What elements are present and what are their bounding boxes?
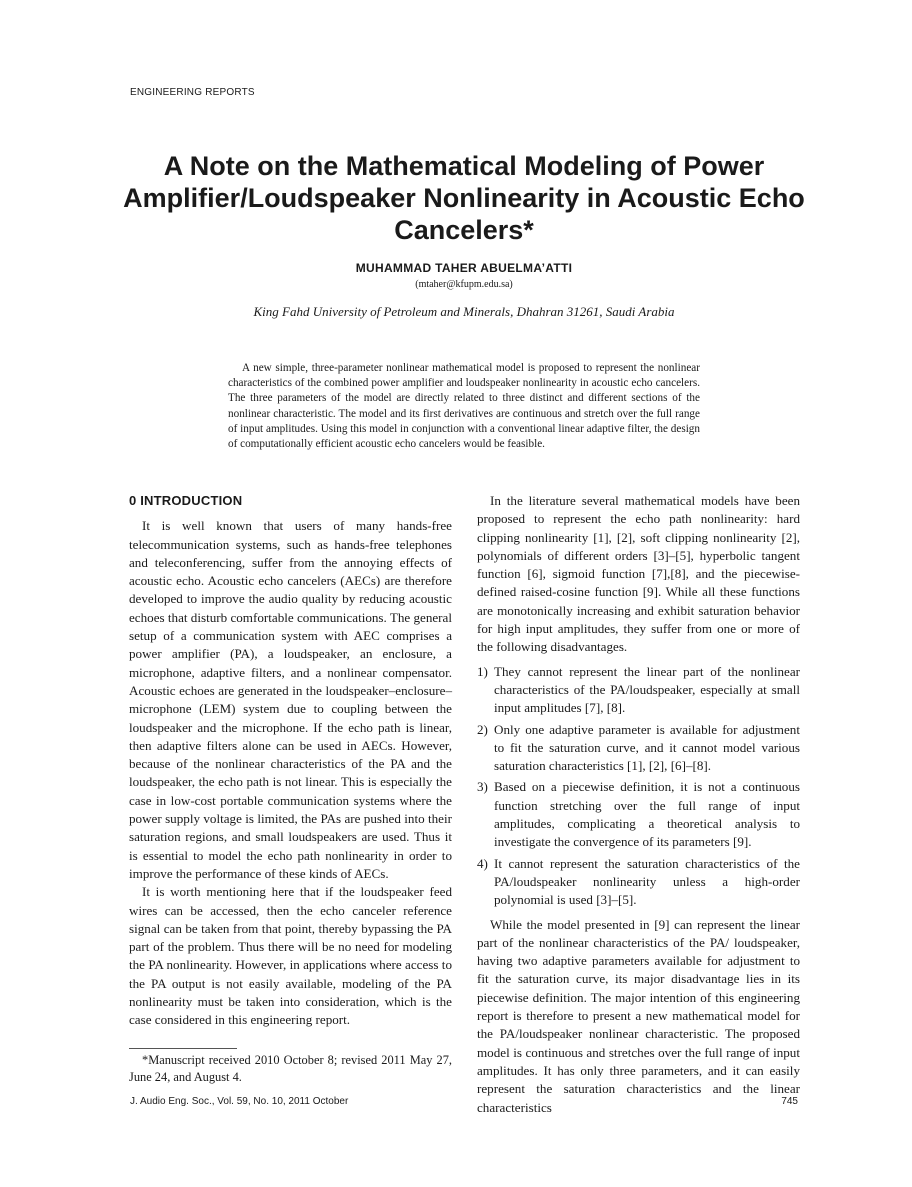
list-item <box>477 855 800 910</box>
author-affiliation: King Fahd University of Petroleum and Minerals, Dhahran 31261, Saudi Arabia <box>253 304 675 319</box>
author-email: (mtaher@kfupm.edu.sa) <box>415 279 513 290</box>
abstract: A new simple, three-parameter nonlinear mathematical model is proposed to represent the nonlinear characteristics of the combined power amplifier and loudspeaker nonlinearity in acoustic echo cancelers. The three parameters of the model are directly related to three distinct and different sections of the nonlinear characteristic. The model and its first derivatives are continuous and stretch over the full range of input amplitudes. Using this model in conjunction with a conventional linear adaptive filter, the design of computationally efficient acoustic echo cancelers would be feasible. <box>228 362 700 451</box>
list-item-number: 1) <box>477 663 488 679</box>
footnote-divider <box>129 1048 237 1049</box>
intro-paragraph-4: While the model presented in [9] can represent the linear part of the nonlinear characteristics of the PA/ loudspeaker, having two adaptive parameters available for adjustment to fit the saturation curve, its major disadvantage lies in its piecewise definition. The major intention of this engineering report is therefore to present a new mathematical model for the PA/loudspeaker nonlinear characteristic. The proposed model is continuous and stretches over the full range of input amplitudes. It has only three parameters, and it can easily represent the saturation characteristics and the linear characteristics <box>477 916 800 1115</box>
footnote: *Manuscript received 2010 October 8; revised 2011 May 27, June 24, and August 4. <box>129 1053 452 1084</box>
page-number: 745 <box>781 1096 798 1107</box>
running-head: ENGINEERING REPORTS <box>130 87 255 98</box>
author-name: MUHAMMAD TAHER ABUELMA’ATTI <box>355 261 573 275</box>
list-item-number: 2) <box>477 721 488 737</box>
list-item <box>477 778 800 851</box>
list-item-text: Based on a piecewise definition, it is not a continuous function stretching over the full range of input amplitudes, complicating a theoretical analysis to investigate the convergence of its parameters [9]. <box>494 779 800 850</box>
left-column <box>129 492 452 1030</box>
list-item-number: 3) <box>477 779 488 795</box>
list-item-number: 4) <box>477 855 488 871</box>
list-item <box>477 663 800 718</box>
list-item-text: It cannot represent the saturation characteristics of the PA/loudspeaker nonlinearity unless a high-order polynomial is used [3]–[5]. <box>494 855 800 908</box>
paper-title: A Note on the Mathematical Modeling of Power Amplifier/Loudspeaker Nonlinearity in Acoustic Echo Cancelers* <box>123 151 805 245</box>
section-heading: 0 INTRODUCTION <box>129 493 243 508</box>
list-item-text: Only one adaptive parameter is available for adjustment to fit the saturation curve, and it cannot model various saturation characteristics [1], [2], [6]–[8]. <box>494 721 800 774</box>
intro-paragraph-1: It is well known that users of many hands-free telecommunication systems, such as hands-free telephones and teleconferencing, suffer from the annoying effects of acoustic echo. Acoustic echo cancelers (AECs) are therefore developed to improve the audio quality by reducing acoustic echoes that disturb comfortable communications. The general setup of a communication system with AEC comprises a power amplifier (PA), a loudspeaker, an enclosure, a microphone, adaptive filters, and a nonlinear compensator. Acoustic echoes are generated in the loudspeaker–enclosure–microphone (LEM) system due to coupling between the loudspeaker and the microphone. If the echo path is linear, then adaptive filters alone can be used in AECs. However, because of the nonlinear characteristics of the PA and the loudspeaker, the echo path is not linear. This is especially the case in low-cost portable communication systems where the power supply voltage is limited, the PAs are pushed into their saturation regions, and small loudspeakers are used. Thus it is essential to model the echo path nonlinearity in order to improve the performance of these kinds of AECs. <box>129 518 452 881</box>
list-item-text: They cannot represent the linear part of the nonlinear characteristics of the PA/loudspeaker, especially at small input amplitudes [7], [8]. <box>494 663 800 716</box>
list-item <box>477 721 800 776</box>
footer-journal-citation: J. Audio Eng. Soc., Vol. 59, No. 10, 2011 October <box>130 1096 349 1107</box>
disadvantages-list <box>477 663 800 910</box>
right-column <box>477 492 800 1117</box>
intro-paragraph-3: In the literature several mathematical models have been proposed to represent the echo path nonlinearity: hard clipping nonlinearity [1], [2], soft clipping nonlinearity [2], polynomials of different orders [3]–[5], hyperbolic tangent function [6], sigmoid function [7],[8], and the piecewise-defined raised-cosine function [9]. While all these functions are monotonically increasing and exhibit saturation behavior for high input amplitudes, they suffer from one or more of the following disadvantages. <box>477 493 800 655</box>
intro-paragraph-2: It is worth mentioning here that if the loudspeaker feed wires can be accessed, then the echo canceler reference signal can be taken from that point, thereby bypassing the PA part of the problem. Thus there will be no need for modeling the PA nonlinearity. However, in applications where access to the PA output is not easily available, modeling of the PA nonlinearity must be taken into consideration, which is the case considered in this engineering report. <box>129 884 452 1028</box>
